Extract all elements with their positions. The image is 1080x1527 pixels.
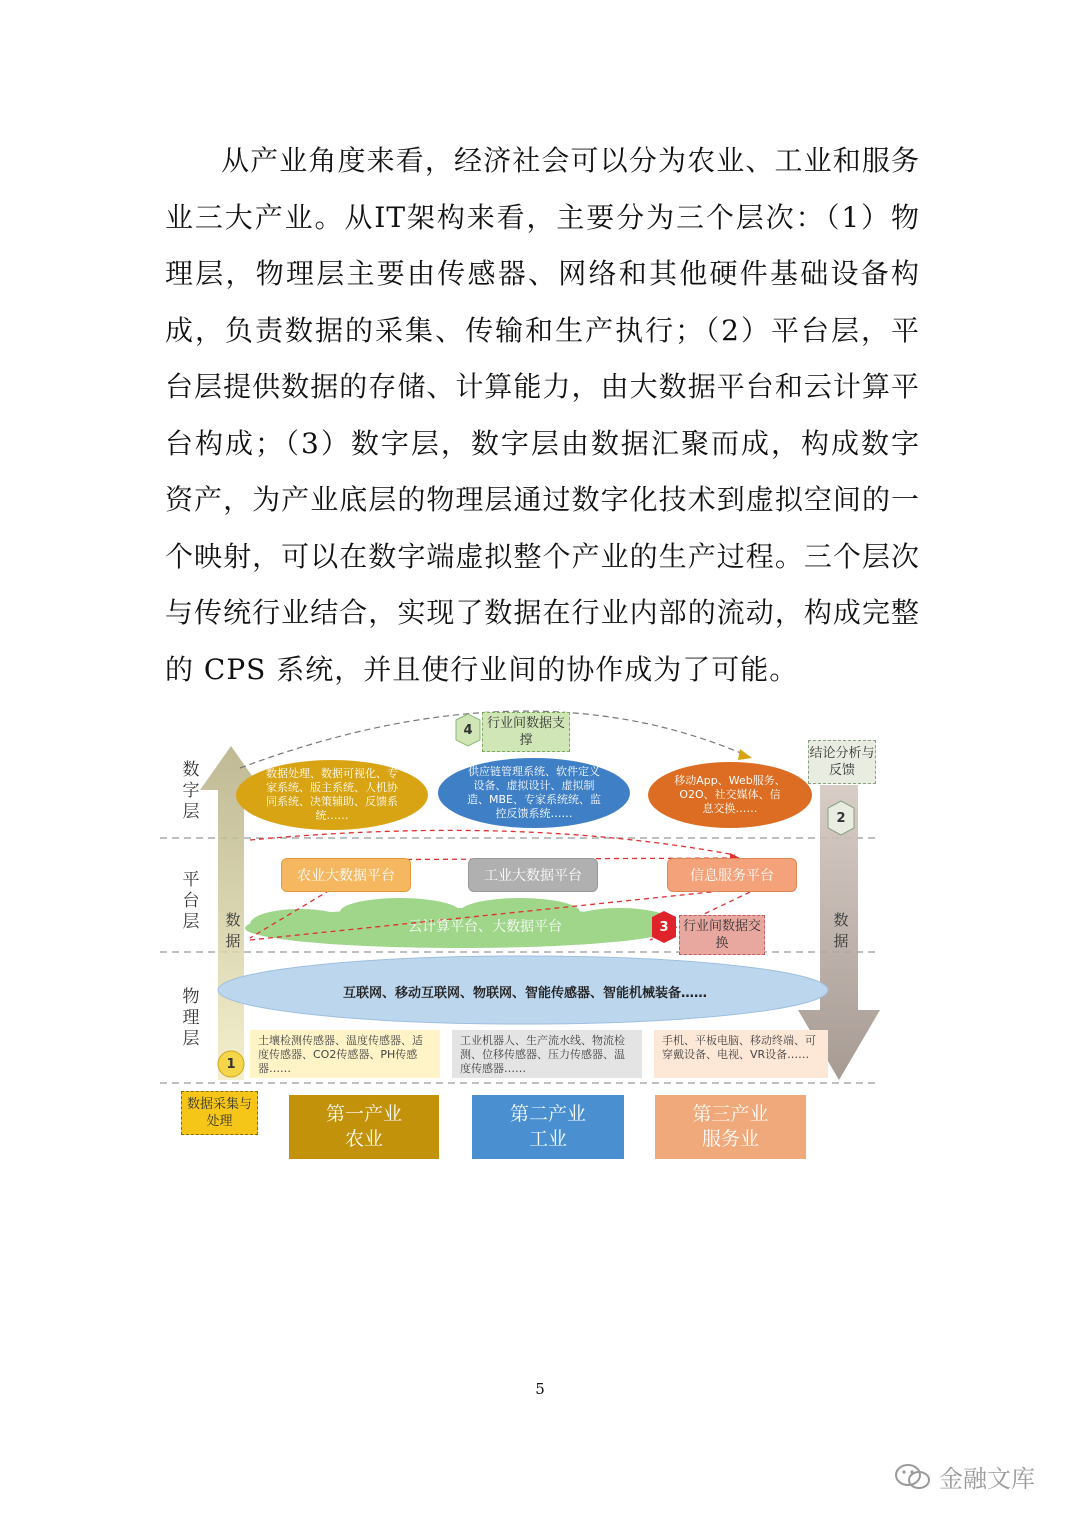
right-arrow-label: 数据 [833, 911, 849, 950]
digital-oval-agri: 数据处理、数据可视化、专家系统、版主系统、人机协同系统、决策辅助、反馈系统…… [236, 760, 428, 830]
badge-3: 3 [659, 919, 669, 935]
feedback-note: 结论分析与反馈 [808, 740, 876, 784]
top-note: 行业间数据支撑 [482, 712, 570, 752]
digital-oval-industry: 供应链管理系统、软件定义设备、虚拟设计、虚拟制造、MBE、专家系统统、监控反馈系统…… [438, 758, 630, 828]
badge-2: 2 [836, 810, 846, 826]
wechat-icon [893, 1461, 933, 1491]
body-paragraph: 从产业角度来看，经济社会可以分为农业、工业和服务业三大产业。从IT架构来看，主要分为三个层次：（1）物理层，物理层主要由传感器、网络和其他硬件基础设备构成，负责数据的采集、传输和生产执行；（2）平台层，平台层提供数据的存储、计算能力，由大数据平台和云计算平台构成；（3）数字层，数字层由数据汇聚而成，构成数字资产，为产业底层的物理层通过数字化技术到虚拟空间的一个映射，可以在数字端虚拟整个产业的生产过程。三个层次与传统行业结合，实现了数据在行业内部的流动，构成完整的 CPS 系统，并且使行业间的协作成为了可能。 [165, 144, 920, 686]
digital-oval-service: 移动App、Web服务、O2O、社交媒体、信息交换…… [648, 762, 812, 828]
page-number: 5 [535, 1380, 545, 1398]
platform-industry: 工业大数据平台 [468, 858, 598, 892]
badge-4: 4 [463, 722, 473, 738]
layer-label-platform: 平台层 [182, 870, 200, 932]
red-dashed-arrow-2 [250, 830, 735, 855]
layer-label-physical: 物理层 [182, 987, 200, 1049]
industry-indus-line1: 第二产业 [509, 1103, 586, 1125]
platform-agri: 农业大数据平台 [281, 858, 411, 892]
industry-box-service [655, 1095, 806, 1159]
layer-label-digital: 数字层 [182, 760, 200, 822]
badge-1: 1 [226, 1056, 236, 1072]
sensor-box-industry: 工业机器人、生产流水线、物流检测、位移传感器、压力传感器、温度传感器…… [452, 1030, 642, 1078]
industry-box-industry [472, 1095, 624, 1159]
industry-agri-line1: 第一产业 [325, 1103, 402, 1125]
industry-serv-line2: 服务业 [701, 1128, 759, 1150]
industry-serv-line1: 第三产业 [692, 1103, 769, 1125]
network-label: 互联网、移动互联网、物联网、智能传感器、智能机械装备…… [342, 986, 707, 1001]
watermark [893, 1456, 1063, 1496]
exchange-note: 行业间数据交换 [679, 915, 765, 955]
collect-note: 数据采集与处理 [181, 1091, 258, 1135]
industry-box-agri [289, 1095, 439, 1159]
watermark-text: 金融文库 [939, 1464, 1035, 1493]
sensor-box-agri: 土壤检测传感器、温度传感器、适度传感器、CO2传感器、PH传感器…… [250, 1030, 440, 1078]
left-arrow-label: 数据 [225, 911, 241, 950]
sensor-box-service: 手机、平板电脑、移动终端、可穿戴设备、电视、VR设备…… [654, 1030, 828, 1078]
platform-service: 信息服务平台 [667, 858, 797, 892]
cloud-label: 云计算平台、大数据平台 [408, 919, 562, 935]
industry-agri-line2: 农业 [344, 1128, 383, 1150]
industry-indus-line2: 工业 [528, 1128, 567, 1150]
